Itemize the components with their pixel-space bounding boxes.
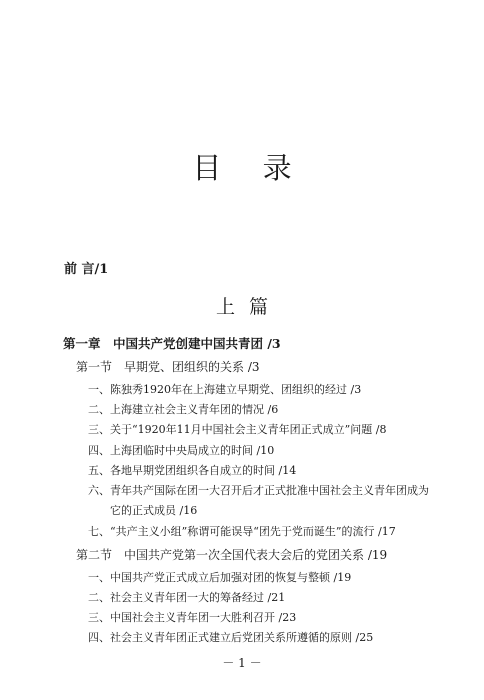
toc-entry-section-1: 第一节 早期党、团组织的关系 /3: [76, 360, 260, 374]
toc-entry-item: 四、社会主义青年团正式建立后党团关系所遵循的原则 /25: [88, 631, 374, 644]
toc-entry-item: 三、中国社会主义青年团一大胜利召开 /23: [88, 611, 297, 624]
toc-entry-item: 六、青年共产国际在团一大召开后才正式批准中国社会主义青年团成为: [88, 484, 429, 497]
toc-entry-chapter-1: 第一章 中国共产党创建中国共青团 /3: [63, 336, 281, 351]
toc-entry-section-2: 第二节 中国共产党第一次全国代表大会后的党团关系 /19: [76, 548, 388, 562]
toc-entry-item-continuation: 它的正式成员 /16: [110, 504, 198, 517]
toc-entry-item: 五、各地早期党团组织各自成立的时间 /14: [88, 464, 297, 477]
part-heading: 上 篇: [215, 296, 273, 318]
page-title: 目 录: [192, 151, 308, 185]
toc-entry-item: 四、上海团临时中央局成立的时间 /10: [88, 444, 275, 457]
toc-entry-item: 三、关于“1920年11月中国社会主义青年团正式成立”问题 /8: [88, 423, 387, 436]
toc-entry-item: 二、上海建立社会主义青年团的情况 /6: [88, 403, 279, 416]
toc-entry-item: 七、“共产主义小组”称谓可能误导“团先于党而诞生”的流行 /17: [88, 525, 396, 538]
page-number: － 1 －: [222, 656, 262, 670]
toc-entry-preface: 前 言/1: [64, 262, 109, 277]
toc-entry-item: 二、社会主义青年团一大的筹备经过 /21: [88, 591, 286, 604]
toc-entry-item: 一、陈独秀1920年在上海建立早期党、团组织的经过 /3: [88, 383, 362, 396]
toc-entry-item: 一、中国共产党正式成立后加强对团的恢复与整顿 /19: [88, 571, 352, 584]
